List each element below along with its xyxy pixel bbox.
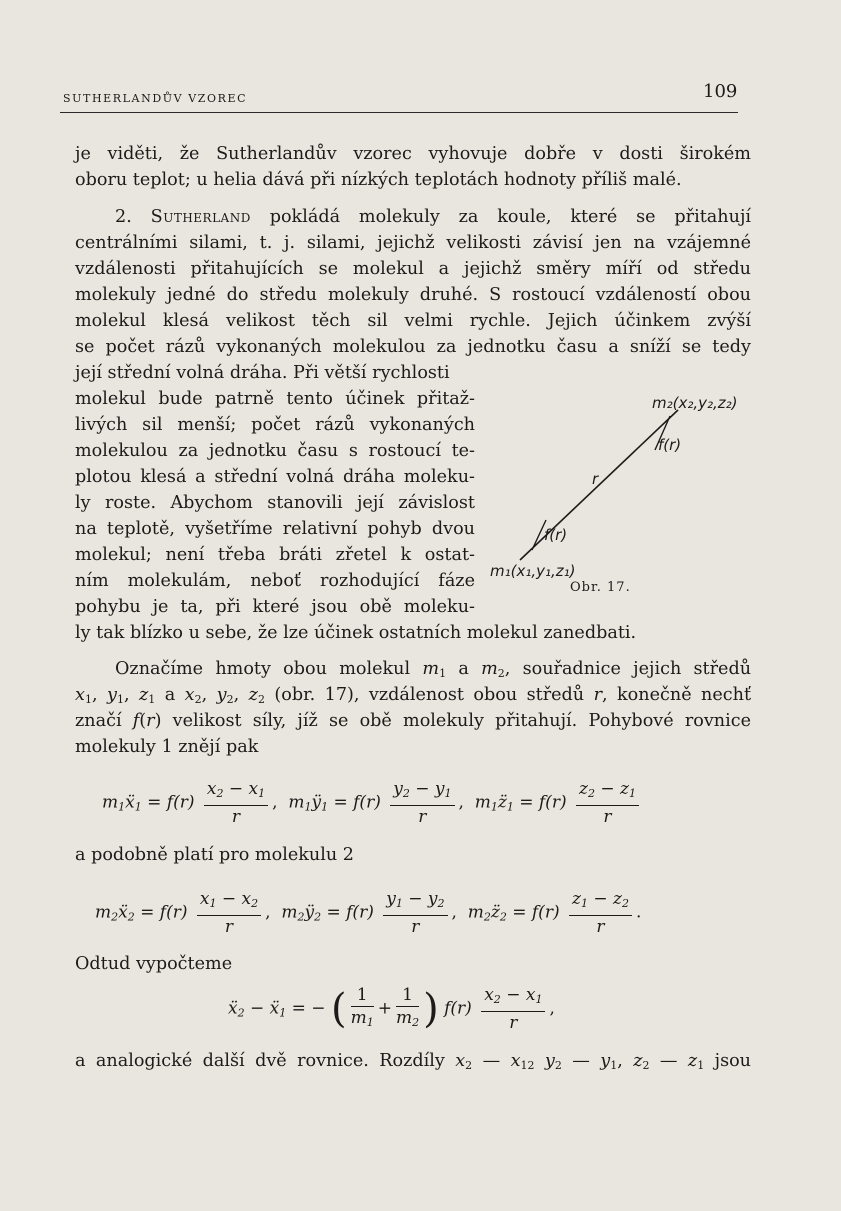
para1-line2: oboru teplot; u helia dává při nízkých teplotách hodnoty příliš malé.: [75, 170, 682, 190]
label-r: r: [592, 470, 599, 488]
para2-line13: na teplotě, vyšetříme relativní pohyb dvou: [75, 519, 475, 539]
figure-caption: Obr. 17.: [570, 580, 631, 595]
para3-line4: molekuly 1 znějí pak: [75, 737, 259, 757]
para3-line3: značí f(r) velikost síly, jíž se obě molekuly přitahují. Pohybové rovnice: [75, 711, 751, 731]
para2-line4: molekuly jedné do středu molekuly druhé. S rostoucí vzdáleností obou: [75, 285, 751, 305]
para2-line9: livých sil menší; počet rázů vykonaných: [75, 415, 475, 435]
para2-line11: plotou klesá a střední volná dráha moleku-: [75, 467, 475, 487]
para2-line16: pohybu je ta, při které jsou obě moleku-: [75, 597, 475, 617]
last-line: a analogické další dvě rovnice. Rozdíly $x_2$ — $x_{12}$ $y_2$ — $y_1$, $z_2$ — $z_1$ jsou: [75, 1051, 752, 1072]
label-m2: m₂(x₂,y₂,z₂): [652, 394, 738, 412]
para3-line2: $x_1$, $y_1$, $z_1$ a $x_2$, $y_2$, $z_2$ (obr. 17), vzdálenost obou středů r, konečně nechť: [75, 685, 752, 706]
para2-line1-text: pokládá molekuly za koule, které se přitahují: [269, 207, 752, 227]
para-number: 2.: [115, 207, 132, 227]
para1-line1: je viděti, že Sutherlandův vzorec vyhovuje dobře v dosti širokém: [75, 144, 751, 164]
para2-line6: se počet rázů vykonaných molekulou za jednotku času a sníží se tedy: [75, 337, 751, 357]
para2-line12: ly roste. Abychom stanovili její závislost: [75, 493, 475, 513]
author-name: Sutherland: [150, 207, 251, 227]
para2-line2: centrálními silami, t. j. silami, jejichž velikosti závisí jen na vzájemné: [75, 233, 751, 253]
para2-line7: její střední volná dráha. Při větší rychlosti: [75, 363, 450, 383]
mid-text: a podobně platí pro molekulu 2: [75, 845, 354, 865]
running-title: SUTHERLANDŮV VZOREC: [63, 92, 248, 105]
para3-line1: Označíme hmoty obou molekul $m_1$ a $m_2$, souřadnice jejich středů: [115, 659, 752, 680]
para2-line15: ním molekulám, neboť rozhodující fáze: [75, 571, 475, 591]
equations-molecule-1: $m_1ẍ_1 = f(r)$ $\frac{x_2 - x_1}{r}$ , $m_1ÿ_1 = f(r)$ $\frac{y_2 - y_1}{r}$ , $m_1z̈_1 = f(r)$ $\frac{z_2 - z_1}{r}$: [102, 778, 643, 828]
para2-line3: vzdálenosti přitahujících se molekul a jejichž směry míří od středu: [75, 259, 751, 279]
equation-difference: ẍ$_2$ − ẍ$_1$ = − ( $\frac{1}{m_1}$ + $\frac{1}{m_2}$ ) f(r) $\frac{x_2 - x_1}{r}$ ,: [228, 985, 555, 1033]
para2-line8: molekul bude patrně tento účinek přitaž-: [75, 389, 475, 409]
equations-molecule-2: $m_2ẍ_2 = f(r)$ $\frac{x_1 - x_2}{r}$ , $m_2ÿ_2 = f(r)$ $\frac{y_1 - y_2}{r}$ , $m_2z̈_2 = f(r)$ $\frac{z_1 - z_2}{r}$ .: [95, 889, 642, 937]
para2-line1: [75, 206, 751, 228]
para2-line10: molekulou za jednotku času s rostoucí te-: [75, 441, 475, 461]
page-number: 109: [703, 81, 738, 102]
header-rule: [60, 112, 738, 113]
label-f-top: f(r): [658, 436, 682, 454]
label-m1: m₁(x₁,y₁,z₁): [490, 562, 576, 580]
label-f-bottom: f(r): [544, 526, 568, 544]
para2-line17: ly tak blízko u sebe, že lze účinek ostatních molekul zanedbati.: [75, 623, 637, 643]
para2-line14: molekul; není třeba bráti zřetel k ostat-: [75, 545, 475, 565]
para2-line5: molekul klesá velikost těch sil velmi rychle. Jejich účinkem zvýší: [75, 311, 751, 331]
odtud-text: Odtud vypočteme: [75, 954, 233, 974]
figure-17: [480, 380, 780, 590]
